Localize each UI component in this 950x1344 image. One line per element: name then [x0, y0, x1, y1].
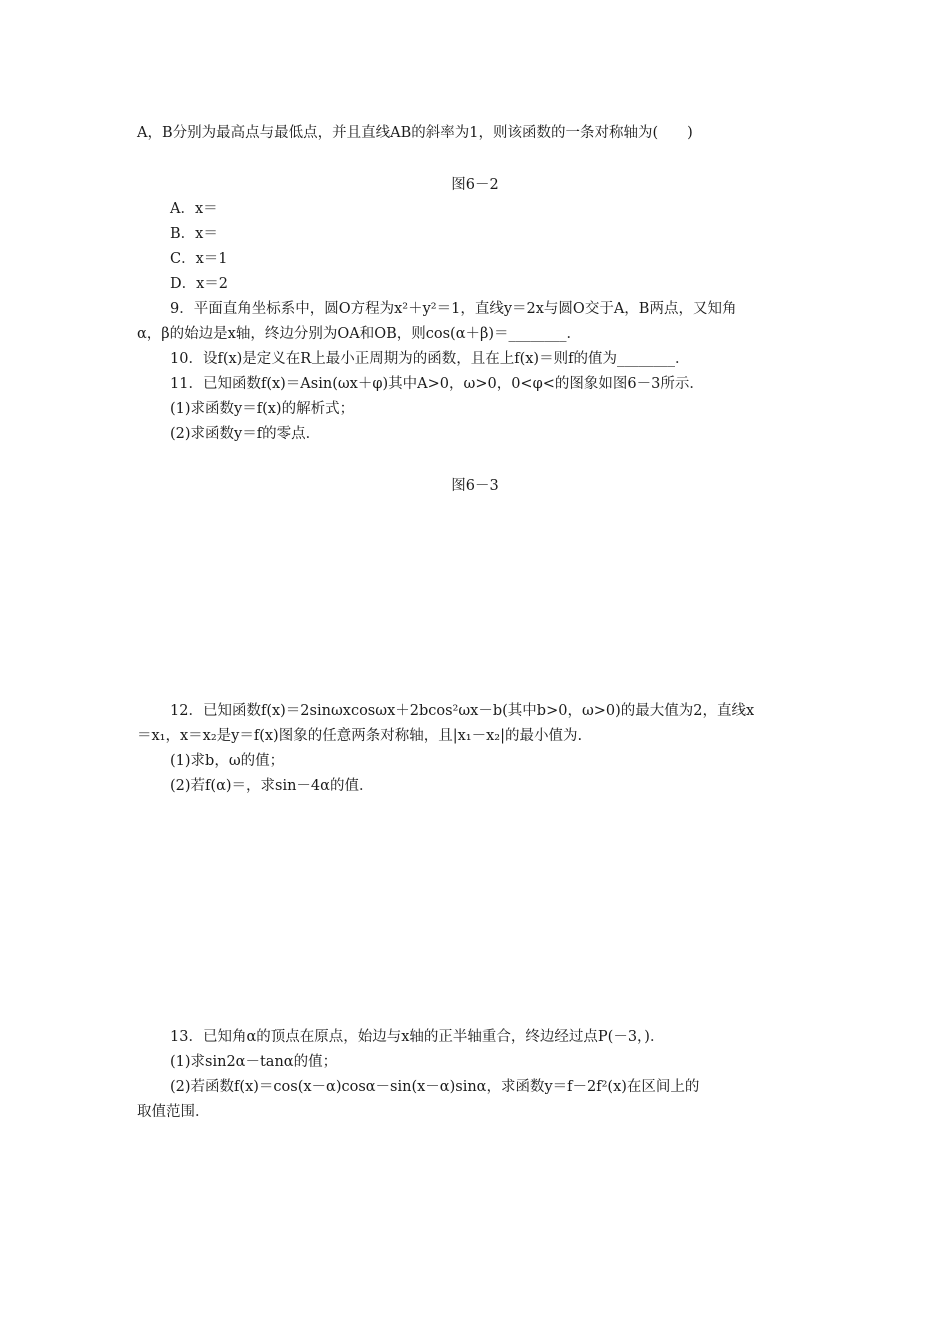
- q11-sub-1: (1)求函数y＝f(x)的解析式；: [170, 401, 355, 417]
- q11-sub-2: (2)求函数y＝f的零点．: [170, 426, 321, 442]
- q8-option-c: C．x＝1: [170, 251, 228, 267]
- q13-sub-1: (1)求sin2α－tanα的值；: [170, 1054, 338, 1070]
- q13-line-1: 13．已知角α的顶点在原点，始边与x轴的正半轴重合，终边经过点P(－3，)．: [170, 1029, 665, 1045]
- q9-line-1: 9．平面直角坐标系中，圆O方程为x²＋y²＝1，直线y＝2x与圆O交于A，B两点，又知角: [170, 301, 737, 317]
- q8-option-b: B．x＝: [170, 226, 218, 242]
- q12-sub-1: (1)求b，ω的值；: [170, 753, 285, 769]
- figure-caption-6-3: 图6－3: [451, 478, 499, 494]
- q10-line-1: 10．设f(x)是定义在R上最小正周期为的函数，且在上f(x)＝则f的值为________．: [170, 351, 690, 367]
- q8-option-d: D．x＝2: [170, 276, 229, 292]
- figure-caption-6-2: 图6－2: [451, 177, 499, 193]
- q8-stem: A，B分别为最高点与最低点，并且直线AB的斜率为1，则该函数的一条对称轴为( ): [137, 125, 693, 141]
- q12-line-1: 12．已知函数f(x)＝2sinωxcosωx＋2bcos²ωx－b(其中b>0，ω>0)的最大值为2，直线x: [170, 703, 755, 719]
- q12-line-2: ＝x₁，x＝x₂是y＝f(x)图象的任意两条对称轴，且|x₁－x₂|的最小值为.: [137, 728, 583, 744]
- q8-option-a: A．x＝: [170, 201, 218, 217]
- q13-sub-2: (2)若函数f(x)＝cos(x－α)cosα－sin(x－α)sinα，求函数y＝f－2f²(x)在区间上的: [170, 1079, 700, 1095]
- q13-sub-3: 取值范围．: [137, 1104, 210, 1120]
- q11-line-1: 11．已知函数f(x)＝Asin(ωx＋φ)其中A>0，ω>0，0<φ<的图象如图6－3所示．: [170, 376, 704, 392]
- q9-line-2: α，β的始边是x轴，终边分别为OA和OB，则cos(α＋β)＝________．: [137, 326, 582, 342]
- q12-sub-2: (2)若f(α)＝，求sin－4α的值．: [170, 778, 374, 794]
